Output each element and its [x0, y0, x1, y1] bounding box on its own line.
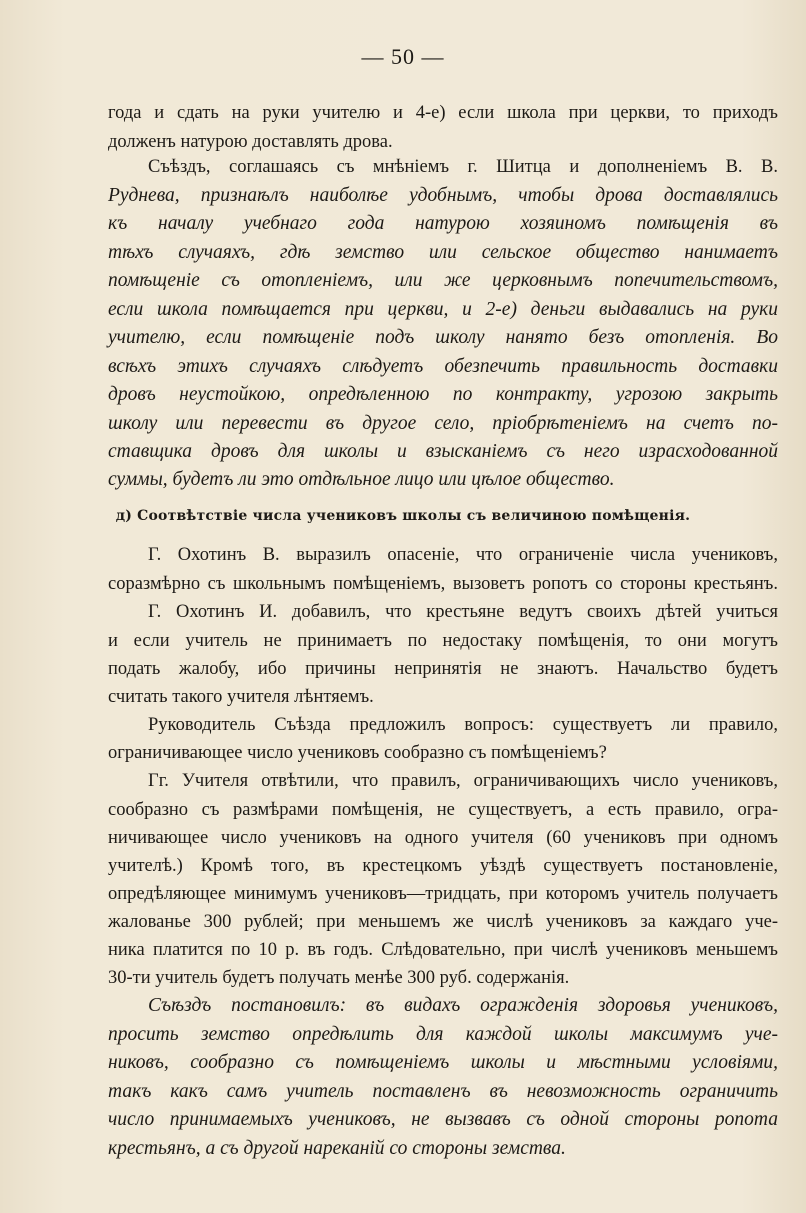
text-line: Руководитель Съѣзда предложилъ вопросъ: существуетъ ли правило, — [148, 715, 778, 735]
text-line: Съѣздъ, соглашаясь съ мнѣніемъ г. Шитца и дополненіемъ В. В. — [148, 157, 778, 177]
text-line: Съѣздъ постановилъ: въ видахъ огражденія здоровья учениковъ, — [148, 995, 778, 1016]
text-line: такъ какъ самъ учитель поставленъ въ невозможность ограничить — [108, 1081, 778, 1102]
text-line: ограничивающее число учениковъ сообразно съ помѣщеніемъ? — [108, 743, 607, 763]
text-line: всѣхъ этихъ случаяхъ слѣдуетъ обезпечить правильность доставки — [108, 356, 778, 377]
text-line: къ началу учебнаго года натурою хозяиномъ помѣщенія въ — [108, 213, 778, 234]
text-line: Руднева, признаѣлъ наиболѣе удобнымъ, чтобы дрова доставлялись — [108, 185, 778, 206]
text-line: Г. Охотинъ И. добавилъ, что крестьяне ведутъ своихъ дѣтей учиться — [148, 602, 778, 622]
text-line: подать жалобу, ибо причины непринятія не знаютъ. Начальство будетъ — [108, 659, 778, 679]
text-line: никовъ, сообразно съ помѣщеніемъ школы и мѣстными условіями, — [108, 1052, 778, 1073]
page-number: — 50 — — [361, 44, 445, 69]
text-line: суммы, будетъ ли это отдѣльное лицо или цѣлое общество. — [108, 469, 615, 490]
section-heading: д) Соотвѣтствіе числа учениковъ школы съ величиною помѣщенія. — [115, 508, 691, 524]
text-line: Гг. Учителя отвѣтили, что правилъ, ограничивающихъ число учениковъ, — [148, 771, 778, 791]
text-line: школу или перевести въ другое село, пріобрѣтеніемъ на счетъ по- — [108, 413, 778, 434]
text-line: жалованье 300 рублей; при меньшемъ же числѣ учениковъ за каждаго уче- — [108, 912, 778, 932]
text-line: помѣщеніе съ отопленіемъ, или же церковнымъ попечительствомъ, — [108, 270, 778, 291]
text-line: ника платится по 10 р. въ годъ. Слѣдовательно, при числѣ учениковъ меньшемъ — [108, 940, 778, 960]
text-line: учителѣ.) Кромѣ того, въ крестецкомъ уѣздѣ существуетъ постановленіе, — [108, 856, 778, 876]
text-line: опредѣляющее минимумъ учениковъ—тридцать, при которомъ учитель получаетъ — [108, 884, 778, 904]
text-line: года и сдать на руки учителю и 4-е) если школа при церкви, то приходъ — [108, 103, 778, 123]
text-line: соразмѣрно съ школьнымъ помѣщеніемъ, вызоветъ ропотъ со стороны крестьянъ. — [108, 574, 778, 594]
text-line: сообразно съ размѣрами помѣщенія, не существуетъ, а есть правило, огра- — [108, 800, 778, 820]
text-line: учителю, если помѣщеніе подъ школу нанято безъ отопленія. Во — [108, 327, 778, 348]
text-line: 30-ти учитель будетъ получать менѣе 300 руб. содержанія. — [108, 968, 570, 988]
text-line: число принимаемыхъ учениковъ, не вызвавъ съ одной стороны ропота — [108, 1109, 778, 1130]
text-line: ничивающее число учениковъ на одного учителя (60 учениковъ при одномъ — [108, 828, 778, 848]
text-line: если школа помѣщается при церкви, и 2-е) деньги выдавались на руки — [108, 299, 778, 320]
text-line: и если учитель не принимаетъ по недостаку помѣщенія, то они могутъ — [108, 631, 778, 651]
text-line: дровъ неустойкою, опредѣленною по контракту, угрозою закрыть — [108, 384, 778, 405]
text-line: крестьянъ, а съ другой нареканій со стороны земства. — [108, 1138, 566, 1159]
text-line: просить земство опредѣлить для каждой школы максимумъ уче- — [108, 1024, 778, 1045]
text-line: тѣхъ случаяхъ, гдѣ земство или сельское общество нанимаетъ — [108, 242, 778, 263]
text-line: Г. Охотинъ В. выразилъ опасеніе, что ограниченіе числа учениковъ, — [148, 545, 778, 565]
text-line: считать такого учителя лѣнтяемъ. — [108, 687, 374, 707]
text-line: ставщика дровъ для школы и взысканіемъ съ него израсходованной — [108, 441, 778, 462]
text-line: долженъ натурою доставлять дрова. — [108, 132, 393, 152]
